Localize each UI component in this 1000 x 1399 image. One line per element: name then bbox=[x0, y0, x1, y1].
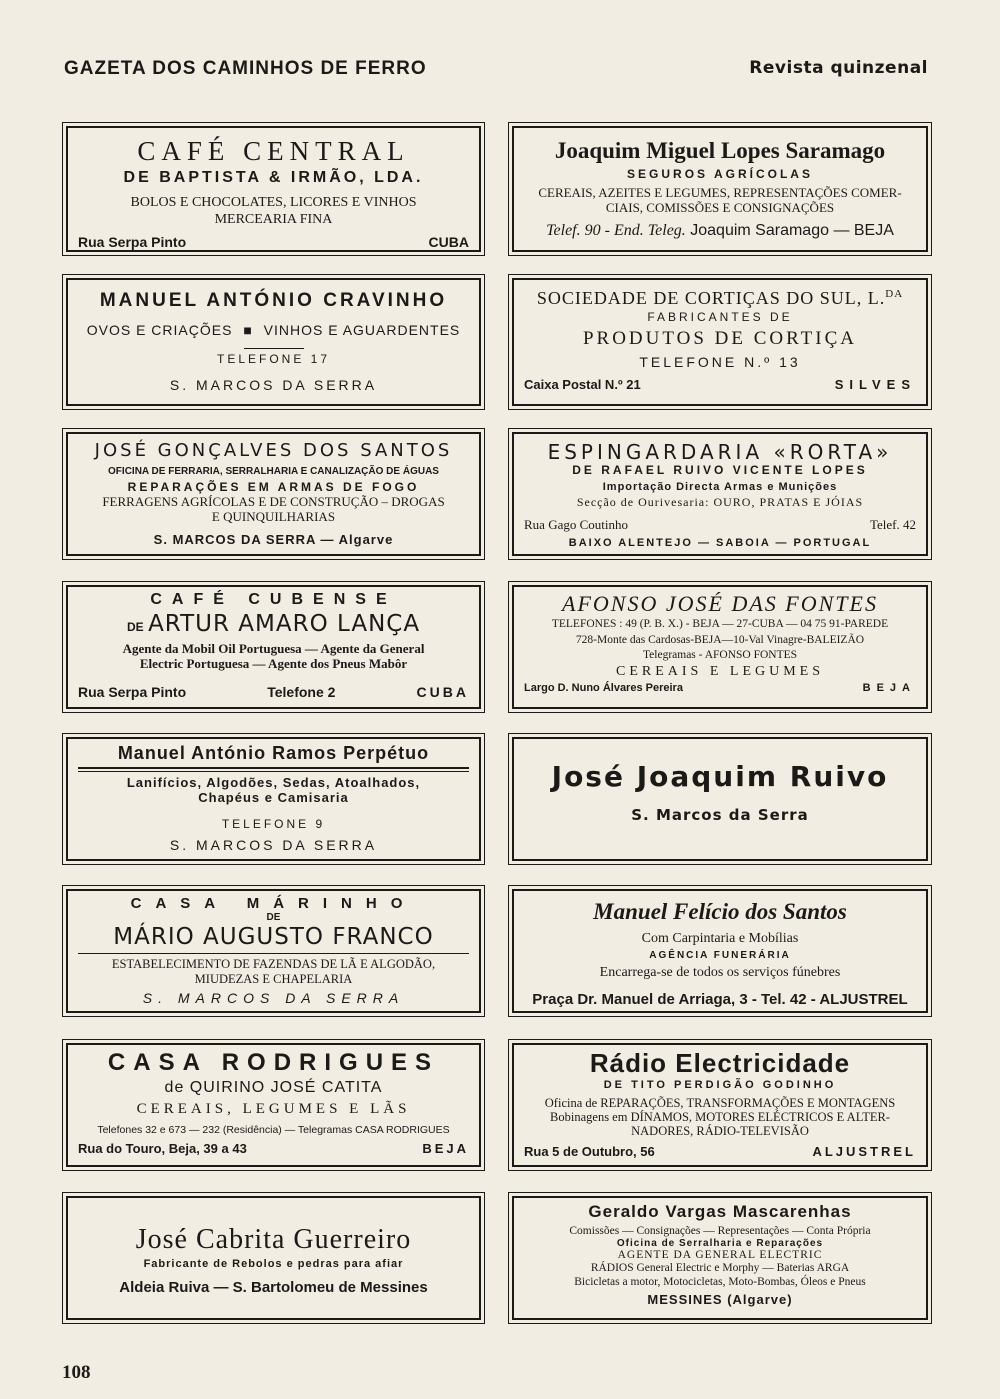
ad-town: S. MARCOS DA SERRA bbox=[169, 376, 378, 393]
divider bbox=[78, 953, 469, 954]
ad-line: AGENTE DA GENERAL ELECTRIC bbox=[617, 1249, 823, 1262]
ad-address: Rua Serpa Pinto bbox=[78, 683, 187, 700]
ad-town: S. MARCOS DA SERRA — Algarve bbox=[153, 531, 394, 547]
ad-owner: DE BAPTISTA & IRMÃO, LDA. bbox=[123, 169, 424, 187]
ad-owner: ARTUR AMARO LANÇA bbox=[148, 611, 421, 638]
ad-title: CAFÉ CUBENSE bbox=[150, 591, 397, 608]
ad-line: VINHOS E AGUARDENTES bbox=[263, 321, 461, 338]
ad-line: Com Carpintaria e Mobílias bbox=[641, 931, 799, 947]
ad-phone: Telefone 2 bbox=[267, 683, 336, 700]
ad-guerreiro bbox=[66, 1196, 481, 1320]
ad-cubense bbox=[66, 585, 481, 709]
ad-phone: Telef. 42 bbox=[869, 517, 916, 533]
ad-line: MERCEARIA FINA bbox=[214, 211, 333, 227]
ad-town: S. MARCOS DA SERRA bbox=[169, 837, 378, 854]
ad-de: DE bbox=[266, 912, 281, 924]
ad-town: S. MARCOS DA SERRA bbox=[142, 989, 405, 1006]
ad-product: PRODUTOS DE CORTIÇA bbox=[582, 328, 858, 350]
ad-line: Fabricante de Rebolos e pedras para afiar bbox=[143, 1258, 404, 1271]
ad-line: CEREAIS, LEGUMES E LÃS bbox=[136, 1100, 411, 1117]
ad-town: BEJA bbox=[422, 1141, 469, 1157]
ad-address: Rua do Touro, Beja, 39 a 43 bbox=[78, 1141, 247, 1157]
ad-fontes bbox=[512, 585, 928, 709]
ad-line: BOLOS E CHOCOLATES, LICORES E VINHOS bbox=[130, 195, 417, 211]
ad-town: BEJA bbox=[862, 682, 916, 695]
ad-title: JOSÉ GONÇALVES DOS SANTOS bbox=[94, 440, 453, 461]
ad-title-sup: DA bbox=[885, 288, 904, 300]
ad-line: Chapéus e Camisaria bbox=[198, 789, 349, 805]
ad-line: MIUDEZAS E CHAPELARIA bbox=[194, 971, 353, 986]
ad-owner: de QUIRINO JOSÉ CATITA bbox=[164, 1078, 383, 1096]
ad-title: Manuel António Ramos Perpétuo bbox=[117, 743, 430, 763]
ad-owner: MÁRIO AUGUSTO FRANCO bbox=[113, 923, 434, 950]
ad-title: Geraldo Vargas Mascarenhas bbox=[588, 1202, 852, 1221]
ad-line: RÁDIOS General Electric e Morphy — Baterias ARGA bbox=[590, 1262, 850, 1275]
ad-line: Comissões — Consignações — Representações — Conta Própria bbox=[569, 1224, 871, 1237]
ad-line: Oficina de REPARAÇÕES, TRANSFORMAÇÕES E MONTAGENS bbox=[544, 1095, 896, 1110]
ad-owner: DE TITO PERDIGÃO GODINHO bbox=[603, 1078, 837, 1091]
ad-town: ALJUSTREL bbox=[812, 1143, 916, 1159]
ad-box: Caixa Postal N.º 21 bbox=[524, 377, 641, 393]
ad-felicio bbox=[512, 889, 928, 1013]
ad-line: Oficina de Serralharia e Reparações bbox=[616, 1237, 824, 1249]
ad-teleg: Joaquim Saramago — BEJA bbox=[690, 222, 894, 240]
ad-line: Electric Portuguesa — Agente dos Pneus Mabôr bbox=[139, 655, 408, 671]
ad-line: OVOS E CRIAÇÕES bbox=[86, 321, 233, 338]
ad-title: ESPINGARDARIA «RORTA» bbox=[547, 440, 893, 464]
bullet-icon: ■ bbox=[243, 321, 253, 338]
ad-title: Manuel Felício dos Santos bbox=[593, 899, 847, 924]
ad-title: MANUEL ANTÓNIO CRAVINHO bbox=[99, 290, 448, 311]
ad-line: CEREAIS E LEGUMES bbox=[616, 663, 824, 679]
ad-line: Lanifícios, Algodões, Sedas, Atoalhados, bbox=[126, 774, 421, 790]
ad-line: OFICINA DE FERRARIA, SERRALHARIA E CANALIZAÇÃO DE ÁGUAS bbox=[108, 465, 439, 477]
ad-cafe-central bbox=[66, 126, 481, 252]
ad-title: SOCIEDADE DE CORTIÇAS DO SUL, L. bbox=[536, 288, 886, 308]
ad-corticas bbox=[512, 278, 928, 406]
ad-line: Telegramas - AFONSO FONTES bbox=[642, 648, 798, 661]
ad-title: AFONSO JOSÉ DAS FONTES bbox=[562, 591, 878, 616]
divider bbox=[244, 348, 304, 349]
ad-region: BAIXO ALENTEJO — SABOIA — PORTUGAL bbox=[568, 537, 872, 550]
ad-town: MESSINES (Algarve) bbox=[647, 1291, 793, 1307]
ad-line: Telefones 32 e 673 — 232 (Residência) — Telegramas CASA RODRIGUES bbox=[97, 1124, 450, 1137]
ad-perpetuo bbox=[66, 737, 481, 861]
ad-title: José Joaquim Ruivo bbox=[551, 760, 889, 793]
journal-subtitle: Revista quinzenal bbox=[749, 58, 928, 78]
journal-title: GAZETA DOS CAMINHOS DE FERRO bbox=[64, 58, 427, 79]
ad-sub: FABRICANTES DE bbox=[647, 309, 793, 324]
ad-phone: TELEFONE 17 bbox=[216, 351, 331, 366]
ad-telef: Telef. 90 - End. Teleg. bbox=[546, 222, 686, 240]
ad-line: Importação Directa Armas e Munições bbox=[602, 480, 838, 493]
ad-line: FERRAGENS AGRÍCOLAS E DE CONSTRUÇÃO – DROGAS bbox=[102, 493, 445, 509]
ad-line: Secção de Ourivesaria: OURO, PRATAS E JÓIAS bbox=[576, 495, 864, 510]
ad-mascarenhas bbox=[512, 1196, 928, 1320]
ad-owner-prefix: DE bbox=[126, 620, 144, 635]
ad-ruivo bbox=[512, 737, 928, 861]
ad-line: NADORES, RÁDIO-TELEVISÃO bbox=[631, 1124, 809, 1139]
ad-line: ESTABELECIMENTO DE FAZENDAS DE LÃ E ALGODÃO, bbox=[111, 957, 436, 972]
ad-town: CUBA bbox=[416, 683, 469, 700]
ad-goncalves bbox=[66, 432, 481, 556]
ad-address: Largo D. Nuno Álvares Pereira bbox=[524, 682, 683, 695]
ad-cravinho bbox=[66, 278, 481, 406]
ad-title: CASA RODRIGUES bbox=[107, 1049, 440, 1076]
ad-title: José Cabrita Guerreiro bbox=[135, 1224, 412, 1255]
ad-title: Rádio Electricidade bbox=[589, 1048, 851, 1078]
ad-line: CEREAIS, AZEITES E LEGUMES, REPRESENTAÇÕES COMER- bbox=[538, 185, 902, 201]
ad-line: 728-Monte das Cardosas-BEJA—10-Val Vinagre-BALEIZÃO bbox=[575, 633, 865, 646]
ad-phone: TELEFONE 9 bbox=[221, 816, 326, 831]
ad-line: Aldeia Ruiva — S. Bartolomeu de Messines bbox=[119, 1278, 428, 1296]
ad-address: Rua Serpa Pinto bbox=[78, 233, 187, 250]
ad-town: SILVES bbox=[834, 377, 916, 393]
ad-marinho bbox=[66, 889, 481, 1013]
ad-title: CASA MÁRINHO bbox=[130, 895, 417, 912]
page-number: 108 bbox=[62, 1362, 91, 1383]
ad-line: TELEFONES : 49 (P. B. X.) - BEJA — 27-CUBA — 04 75 91-PAREDE bbox=[551, 618, 889, 631]
title-underline bbox=[78, 767, 469, 772]
ad-line: Bicicletas a motor, Motocicletas, Moto-Bombas, Óleos e Pneus bbox=[574, 1275, 866, 1288]
ad-line: AGÊNCIA FUNERÁRIA bbox=[649, 949, 791, 961]
ad-saramago bbox=[512, 126, 928, 252]
ad-owner: DE RAFAEL RUIVO VICENTE LOPES bbox=[572, 463, 868, 477]
ad-line: CIAIS, COMISSÕES E CONSIGNAÇÕES bbox=[605, 200, 835, 216]
ad-sub: SEGUROS AGRÍCOLAS bbox=[627, 167, 813, 182]
ad-address: Rua 5 de Outubro, 56 bbox=[524, 1143, 655, 1159]
ad-radio bbox=[512, 1043, 928, 1167]
ad-address: Rua Gago Coutinho bbox=[524, 517, 628, 533]
ad-title: CAFÉ CENTRAL bbox=[137, 136, 410, 166]
ad-town: S. Marcos da Serra bbox=[631, 806, 809, 825]
ad-line: Bobinagens em DÍNAMOS, MOTORES ELÉCTRICOS E ALTER- bbox=[550, 1109, 890, 1124]
ad-rorta bbox=[512, 432, 928, 556]
ad-phone: TELEFONE N.º 13 bbox=[639, 354, 801, 371]
ad-title: Joaquim Miguel Lopes Saramago bbox=[554, 138, 886, 163]
ad-town: CUBA bbox=[428, 233, 469, 250]
ad-line: E QUINQUILHARIAS bbox=[211, 508, 336, 524]
ad-line: REPARAÇÕES EM ARMAS DE FOGO bbox=[127, 480, 420, 495]
ad-rodrigues bbox=[66, 1043, 481, 1167]
ad-line: Encarrega-se de todos os serviços fúnebres bbox=[599, 965, 841, 981]
ad-line: Agente da Mobil Oil Portuguesa — Agente da General bbox=[122, 640, 425, 656]
ad-address: Praça Dr. Manuel de Arriaga, 3 - Tel. 42 - ALJUSTREL bbox=[532, 991, 908, 1009]
